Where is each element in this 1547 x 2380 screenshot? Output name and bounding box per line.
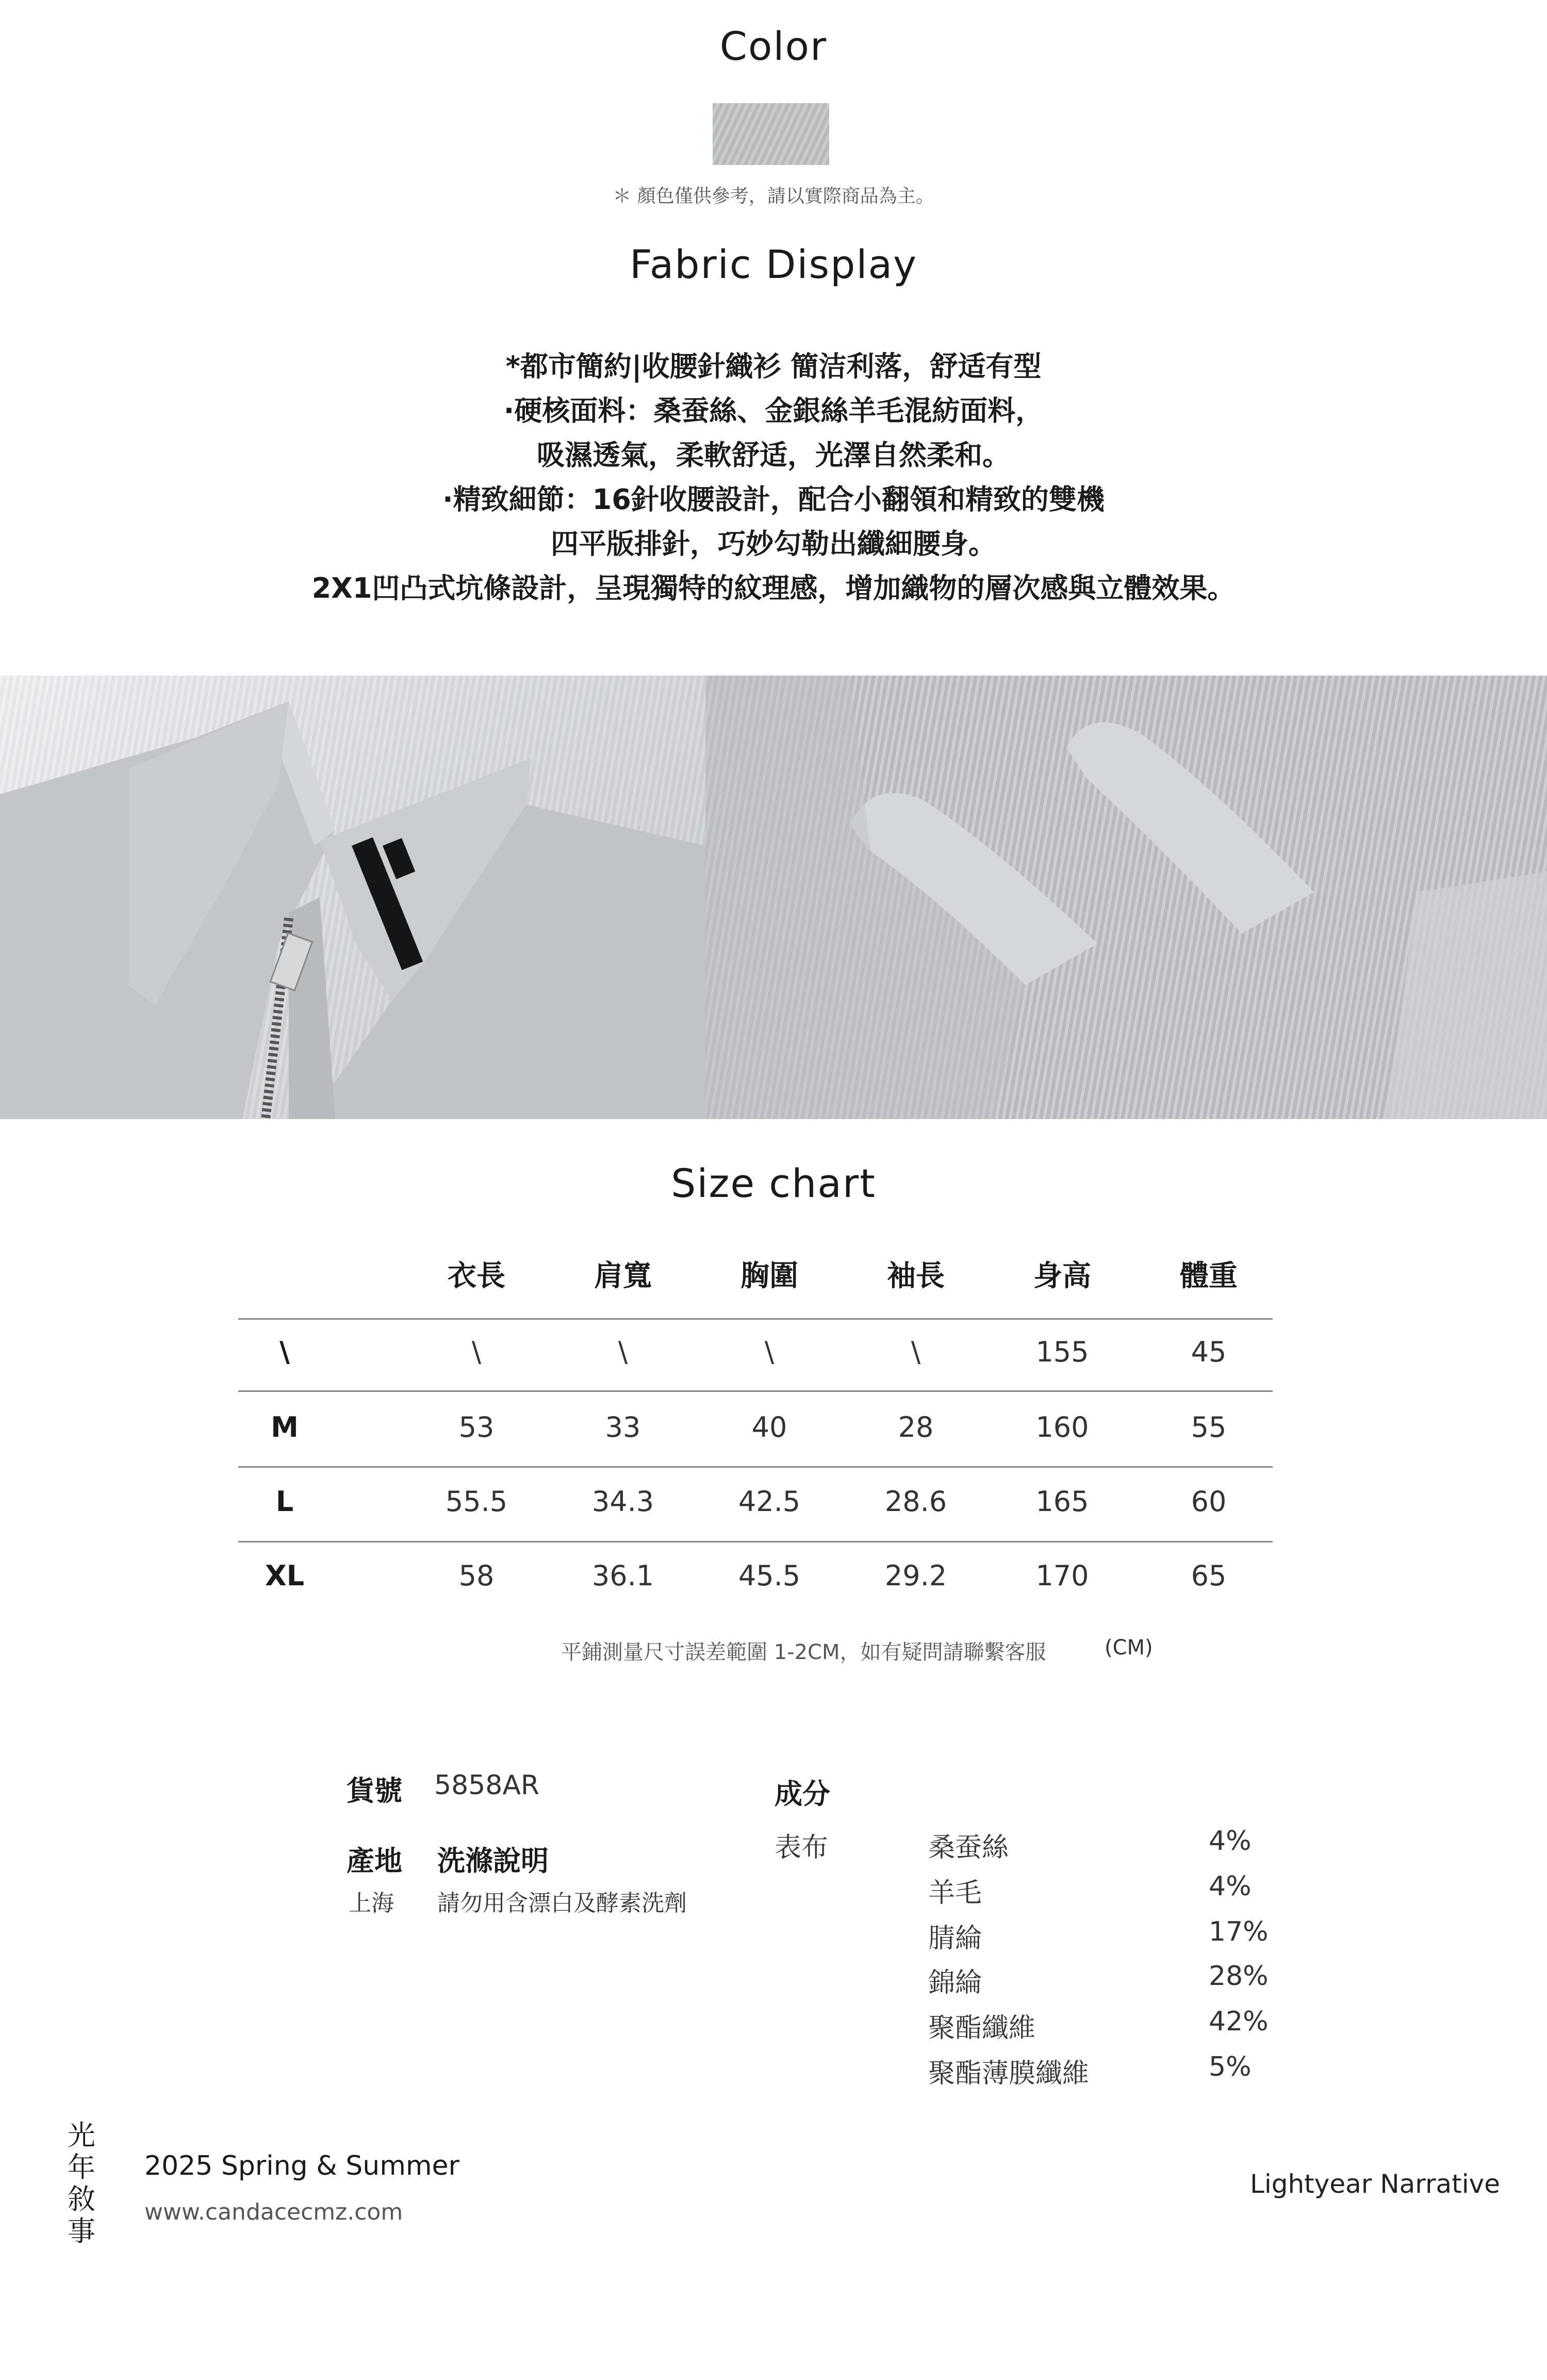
header-cell: 身高	[1033, 1259, 1091, 1293]
tagline: Lightyear Narrative	[1250, 2169, 1500, 2199]
table-cell: 155	[1035, 1336, 1089, 1368]
collar-illustration	[0, 676, 705, 1119]
table-cell: 28	[898, 1411, 934, 1443]
material-percent: 4%	[1209, 1871, 1252, 1902]
origin-value: 上海	[349, 1890, 394, 1916]
table-cell: 160	[1035, 1411, 1089, 1443]
size-label: \	[279, 1336, 290, 1368]
season-label: 2025 Spring & Summer	[144, 2151, 459, 2181]
table-cell: 65	[1191, 1560, 1227, 1592]
header-cell: 袖長	[887, 1259, 945, 1293]
origin-label: 產地	[347, 1845, 402, 1877]
size-label: XL	[265, 1560, 305, 1592]
table-cell: \	[471, 1336, 482, 1368]
table-cell: 170	[1035, 1560, 1089, 1592]
material-percent: 28%	[1209, 1961, 1269, 1992]
table-cell: 33	[605, 1411, 641, 1443]
brand-char: 事	[68, 2215, 95, 2247]
table-cell: 45	[1191, 1336, 1227, 1368]
item-no-label: 貨號	[347, 1775, 402, 1807]
header-cell: 胸圍	[740, 1259, 798, 1293]
header-cell: 衣長	[448, 1259, 505, 1293]
table-cell: 45.5	[738, 1560, 801, 1592]
brand-char: 年	[68, 2151, 95, 2184]
composition-label: 成分	[775, 1778, 830, 1810]
table-cell: \	[618, 1336, 628, 1368]
table-cell: 165	[1035, 1485, 1089, 1518]
desc-line: *都市簡約|收腰針織衫 簡洁利落，舒适有型	[505, 350, 1042, 383]
table-cell: 60	[1191, 1485, 1227, 1518]
brand-vertical	[66, 2120, 97, 2247]
color-title: Color	[719, 23, 828, 69]
material-name: 錦綸	[928, 1967, 982, 1998]
material-percent: 42%	[1209, 2006, 1269, 2037]
table-divider	[238, 1541, 1273, 1542]
material-percent: 17%	[1209, 1916, 1269, 1947]
table-cell: 42.5	[738, 1485, 801, 1518]
material-percent: 4%	[1209, 1826, 1252, 1857]
unit-label: (CM)	[1105, 1636, 1153, 1660]
table-divider	[238, 1466, 1273, 1468]
desc-line: ·硬核面料：桑蚕絲、金銀絲羊毛混紡面料，	[503, 395, 1044, 427]
material-name: 腈綸	[928, 1923, 982, 1954]
table-cell: 55.5	[445, 1485, 508, 1518]
desc-line: 吸濕透氣，柔軟舒适，光澤自然柔和。	[537, 439, 1010, 471]
table-cell: \	[911, 1336, 921, 1368]
material-percent: 5%	[1209, 2051, 1252, 2082]
website-link[interactable]: www.candacecmz.com	[144, 2199, 403, 2225]
care-label: 洗滌說明	[437, 1845, 549, 1877]
table-divider	[238, 1318, 1273, 1320]
material-name: 羊毛	[928, 1878, 982, 1909]
fabric-photo	[705, 676, 1547, 1119]
table-cell: 34.3	[591, 1485, 654, 1518]
fabric-title: Fabric Display	[630, 241, 917, 287]
size-label: M	[271, 1411, 299, 1443]
material-name: 聚酯纖維	[928, 2013, 1036, 2044]
color-swatch[interactable]	[713, 103, 829, 165]
header-cell: 體重	[1180, 1259, 1238, 1293]
fabric-description	[0, 344, 1547, 611]
table-cell: 29.2	[884, 1560, 947, 1592]
desc-line: ·精致細節：16針收腰設計，配合小翻領和精致的雙機	[442, 483, 1105, 516]
fabric-folds	[705, 676, 1547, 1119]
fabric-label: 表布	[775, 1832, 829, 1863]
desc-line: 2X1凹凸式坑條設計，呈現獨特的紋理感，增加織物的層次感與立體效果。	[311, 572, 1236, 604]
item-no-value: 5858AR	[434, 1770, 540, 1801]
table-cell: 53	[458, 1411, 495, 1443]
material-name: 桑蚕絲	[928, 1832, 1009, 1863]
desc-line: 四平版排針，巧妙勾勒出纖細腰身。	[551, 528, 996, 560]
table-cell: 28.6	[884, 1485, 947, 1518]
brand-char: 敘	[68, 2183, 95, 2215]
size-label: L	[275, 1485, 294, 1518]
table-cell: 58	[458, 1560, 495, 1592]
measurement-note: 平鋪測量尺寸誤差範圍 1-2CM，如有疑問請聯繫客服	[561, 1640, 1046, 1664]
table-cell: 55	[1191, 1411, 1227, 1443]
care-value: 請勿用含漂白及酵素洗劑	[437, 1890, 687, 1916]
table-cell: 36.1	[591, 1560, 654, 1592]
color-note: ＊ 顏色僅供參考，請以實際商品為主。	[613, 186, 934, 207]
collar-photo	[0, 676, 705, 1119]
material-name: 聚酯薄膜纖維	[928, 2058, 1090, 2089]
table-divider	[238, 1390, 1273, 1392]
header-cell: 肩寬	[594, 1259, 652, 1293]
table-cell: 40	[751, 1411, 787, 1443]
brand-char: 光	[68, 2119, 95, 2152]
table-cell: \	[764, 1336, 775, 1368]
size-chart-title: Size chart	[671, 1160, 876, 1206]
